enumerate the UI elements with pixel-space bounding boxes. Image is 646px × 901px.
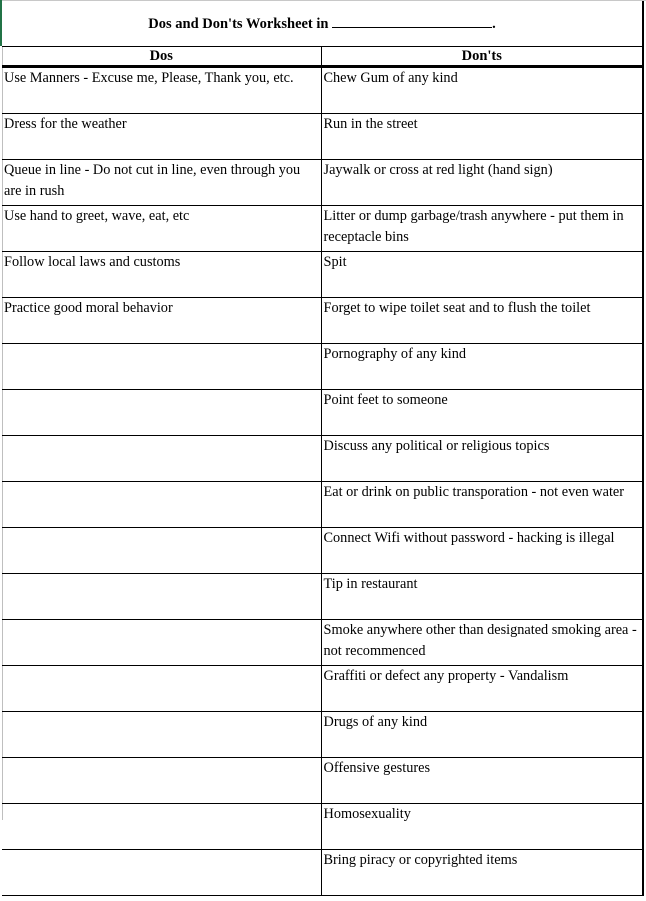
- dos-cell[interactable]: [2, 620, 321, 666]
- table-row: [2, 344, 643, 390]
- dos-cell[interactable]: [2, 850, 321, 896]
- dos-cell[interactable]: Dress for the weather: [2, 114, 321, 160]
- dos-cell[interactable]: Practice good moral behavior: [2, 298, 321, 344]
- donts-cell[interactable]: Spit: [321, 252, 643, 298]
- table-row: [2, 804, 643, 850]
- dos-cell[interactable]: [2, 390, 321, 436]
- table-row: [2, 850, 643, 896]
- dos-cell[interactable]: Queue in line - Do not cut in line, even through you are in rush: [2, 160, 321, 206]
- donts-cell[interactable]: Offensive gestures: [321, 758, 643, 804]
- table-row: [2, 528, 643, 574]
- donts-cell[interactable]: Homosexuality: [321, 804, 643, 850]
- donts-cell[interactable]: Bring piracy or copyrighted items: [321, 850, 643, 896]
- dos-cell[interactable]: [2, 528, 321, 574]
- donts-cell[interactable]: Litter or dump garbage/trash anywhere - put them in receptacle bins: [321, 206, 643, 252]
- table-row: [2, 67, 643, 114]
- column-header-donts[interactable]: Don'ts: [321, 47, 643, 67]
- donts-cell[interactable]: Jaywalk or cross at red light (hand sign): [321, 160, 643, 206]
- dos-cell[interactable]: [2, 344, 321, 390]
- dos-cell[interactable]: [2, 574, 321, 620]
- donts-cell[interactable]: Smoke anywhere other than designated smoking area - not recommenced: [321, 620, 643, 666]
- table-row: [2, 390, 643, 436]
- title-cell[interactable]: [2, 1, 643, 47]
- column-header-dos[interactable]: Dos: [2, 47, 321, 67]
- donts-cell[interactable]: Tip in restaurant: [321, 574, 643, 620]
- table-row: [2, 252, 643, 298]
- worksheet-title: Dos and Don'ts Worksheet in: [148, 15, 329, 32]
- dos-cell[interactable]: [2, 804, 321, 850]
- donts-cell[interactable]: Discuss any political or religious topics: [321, 436, 643, 482]
- donts-cell[interactable]: Run in the street: [321, 114, 643, 160]
- table-row: [2, 160, 643, 206]
- table-row: [2, 758, 643, 804]
- dos-cell[interactable]: Follow local laws and customs: [2, 252, 321, 298]
- dos-cell[interactable]: [2, 758, 321, 804]
- donts-cell[interactable]: Point feet to someone: [321, 390, 643, 436]
- donts-cell[interactable]: Graffiti or defect any property - Vandalism: [321, 666, 643, 712]
- dos-cell[interactable]: [2, 666, 321, 712]
- table-row: [2, 298, 643, 344]
- donts-cell[interactable]: Forget to wipe toilet seat and to flush the toilet: [321, 298, 643, 344]
- dos-donts-table: [2, 1, 644, 896]
- table-row: [2, 712, 643, 758]
- title-row: [2, 1, 643, 47]
- table-row: [2, 574, 643, 620]
- table-row: [2, 482, 643, 528]
- table-row: [2, 620, 643, 666]
- dos-cell[interactable]: [2, 436, 321, 482]
- dos-cell[interactable]: Use hand to greet, wave, eat, etc: [2, 206, 321, 252]
- table-row: [2, 206, 643, 252]
- donts-cell[interactable]: Pornography of any kind: [321, 344, 643, 390]
- donts-cell[interactable]: Drugs of any kind: [321, 712, 643, 758]
- table-row: [2, 666, 643, 712]
- donts-cell[interactable]: Chew Gum of any kind: [321, 67, 643, 114]
- donts-cell[interactable]: Connect Wifi without password - hacking is illegal: [321, 528, 643, 574]
- donts-cell[interactable]: Eat or drink on public transporation - not even water: [321, 482, 643, 528]
- column-header-row: [2, 47, 643, 67]
- title-period: .: [492, 15, 496, 32]
- dos-cell[interactable]: Use Manners - Excuse me, Please, Thank you, etc.: [2, 67, 321, 114]
- table-row: [2, 114, 643, 160]
- table-row: [2, 436, 643, 482]
- dos-cell[interactable]: [2, 712, 321, 758]
- dos-cell[interactable]: [2, 482, 321, 528]
- title-blank-line: [332, 15, 492, 28]
